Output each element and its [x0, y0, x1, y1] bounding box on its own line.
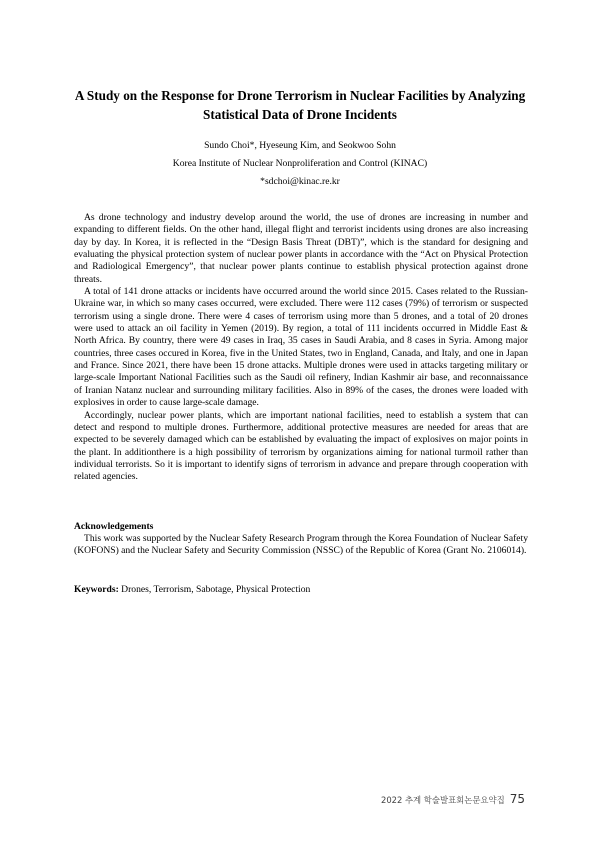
acknowledgements-text: This work was supported by the Nuclear Safety Research Program through the Korea Foundation of Nuclear Safety (KOFONS) and the Nuclear Safety and Security Commission (NSSC) of the Republic of Korea (Grant No. 2106014).	[74, 533, 528, 557]
keywords-line	[74, 584, 310, 596]
corresponding-email: *sdchoi@kinac.re.kr	[260, 176, 340, 187]
affiliation: Korea Institute of Nuclear Nonproliferation and Control (KINAC)	[172, 158, 428, 169]
title-line-1: A Study on the Response for Drone Terrorism in Nuclear Facilities by Analyzing	[74, 88, 526, 103]
author-list: Sundo Choi*, Hyeseung Kim, and Seokwoo Sohn	[204, 140, 396, 151]
paper-title	[50, 86, 550, 124]
page-number: 75	[509, 792, 525, 806]
paragraph-1: As drone technology and industry develop around the world, the use of drones are increasing in number and expanding to different fields. On the other hand, illegal flight and terrorist incidents using drones are also increasing day by day. In Korea, it is reflected in the “Design Basis Threat (DBT)”, which is the standard for designing and evaluating the physical protection system of nuclear power plants in accordance with the “Act on Physical Protection and Radiological Emergency”, that nuclear power plants continue to establish physical protection against drone threats.	[74, 212, 528, 285]
paragraph-3: Accordingly, nuclear power plants, which are important national facilities, need to establish a system that can detect and respond to multiple drones. Furthermore, additional protective measures are needed for areas that are expected to be severely damaged which can be established by evaluating the impact of explosives on major points in the plant. In additionthere is a high possibility of terrorism by organizations aiming for national turmoil rather than individual terrorists. So it is important to identify signs of terrorism in advance and prepare through cooperation with related agencies.	[74, 409, 528, 483]
title-line-2: Statistical Data of Drone Incidents	[203, 107, 397, 122]
keywords-text: Drones, Terrorism, Sabotage, Physical Protection	[121, 584, 311, 595]
page-footer	[381, 792, 525, 806]
proceedings-title: 2022 추계 학술발표회논문요약집	[380, 795, 505, 805]
acknowledgements-heading: Acknowledgements	[74, 521, 154, 532]
paragraph-2: A total of 141 drone attacks or incidents have occurred around the world since 2015. Cases related to the Russian-Ukraine war, in which so many cases occurred, were excluded. There were 112 cases (79%) of terrorism or suspected terrorism using a single drone. There were 4 cases of terrorism using more than 5 drones, and a total of 20 drones were used to attack an oil facility in Yemen (2019). By region, a total of 111 incidents occurred in Middle East & North Africa. By country, there were 49 cases in Iraq, 35 cases in Saudi Arabia, and 8 cases in Syria. Among major countries, three cases occured in Korea, five in the United States, two in England, Canada, and Italy, and one in Japan and France. Since 2021, there have been 15 drone attacks. Multiple drones were used in attacks targeting military or large-scale Important National Facilities such as the Saudi oil refinery, Indian Kashmir air base, and reconnaissance of Iranian Natanz nuclear and surrounding military facilities. Also in 89% of the cases, the drones were loaded with explosives in order to cause large-scale damage.	[74, 286, 528, 409]
keywords-label: Keywords:	[74, 584, 119, 595]
acknowledgements-section	[74, 533, 528, 558]
abstract-body	[74, 212, 528, 484]
